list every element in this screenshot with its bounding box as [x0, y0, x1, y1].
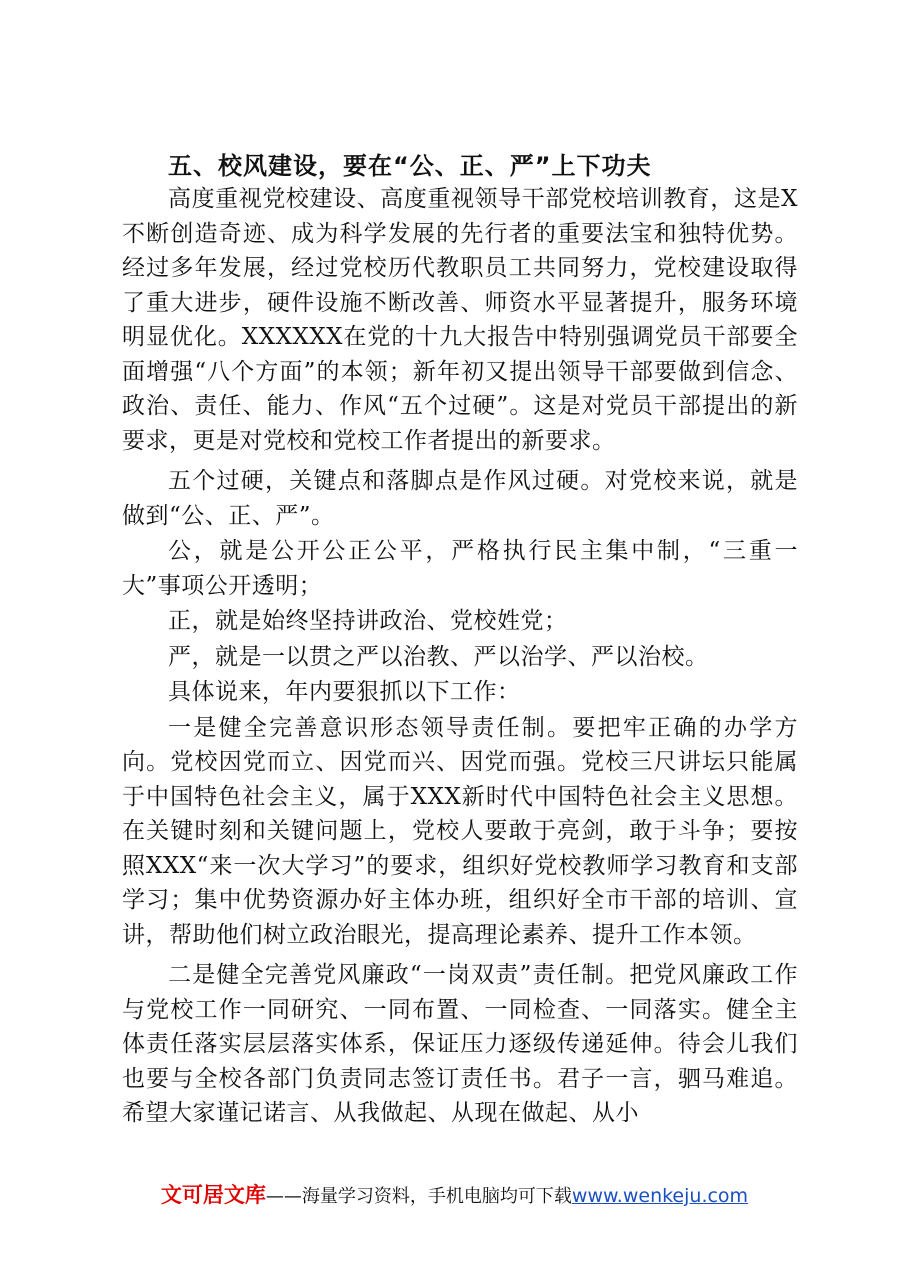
- paragraph-five-hard: 五个过硬，关键点和落脚点是作风过硬。对党校来说，就是做到“公、正、严”。: [122, 468, 798, 529]
- footer-brand: 文可居文库: [160, 1183, 266, 1207]
- footer-tagline: ——海量学习资料，手机电脑均可下载: [265, 1186, 572, 1207]
- paragraph-item-one: 一是健全完善意识形态领导责任制。要把牢正确的办学方向。党校因党而立、因党而兴、因党而强。党校三尺讲坛只能属于中国特色社会主义，属于XXX新时代中国特色社会主义思想。在关键时刻和关键问题上，党校人要敢于亮剑，敢于斗争；要按照XXX“来一次大学习”的要求，组织好党校教师学习教育和支部学习；集中优势资源办好主体办班，组织好全市干部的培训、宣讲，帮助他们树立政治眼光，提高理论素养、提升工作本领。: [122, 714, 798, 948]
- paragraph-intro: 高度重视党校建设、高度重视领导干部党校培训教育，这是X不断创造奇迹、成为科学发展的先行者的重要法宝和独特优势。经过多年发展，经过党校历代教职员工共同努力，党校建设取得了重大进步，硬件设施不断改善、师资水平显著提升，服务环境明显优化。XXXXXX在党的十九大报告中特别强调党员干部要全面增强“八个方面”的本领；新年初又提出领导干部要做到信念、政治、责任、能力、作风“五个过硬”。这是对党员干部提出的新要求，更是对党校和党校工作者提出的新要求。: [122, 186, 798, 454]
- footer-link[interactable]: www.wenkeju.com: [571, 1185, 749, 1207]
- document-body: [122, 150, 798, 1131]
- paragraph-zheng: 正，就是始终坚持讲政治、党校姓党；: [168, 608, 568, 634]
- paragraph-item-two: 二是健全完善党风廉政“一岗双责”责任制。把党风廉政工作与党校工作一同研究、一同布置、一同检查、一同落实。健全主体责任落实层层落实体系，保证压力逐级传递延伸。待会儿我们也要与全校各部门负责同志签订责任书。君子一言，驷马难追。希望大家谨记诺言、从我做起、从现在做起、从小: [122, 962, 798, 1126]
- paragraph-gong: 公，就是公开公正公平，严格执行民主集中制，“三重一大”事项公开透明；: [122, 538, 798, 599]
- footer-banner: [0, 1180, 909, 1212]
- section-heading: 五、校风建设，要在“公、正、严”上下功夫: [168, 152, 652, 180]
- paragraph-yan: 严，就是一以贯之严以治教、严以治学、严以治校。: [168, 643, 709, 670]
- paragraph-specifics: 具体说来，年内要狠抓以下工作：: [168, 679, 521, 705]
